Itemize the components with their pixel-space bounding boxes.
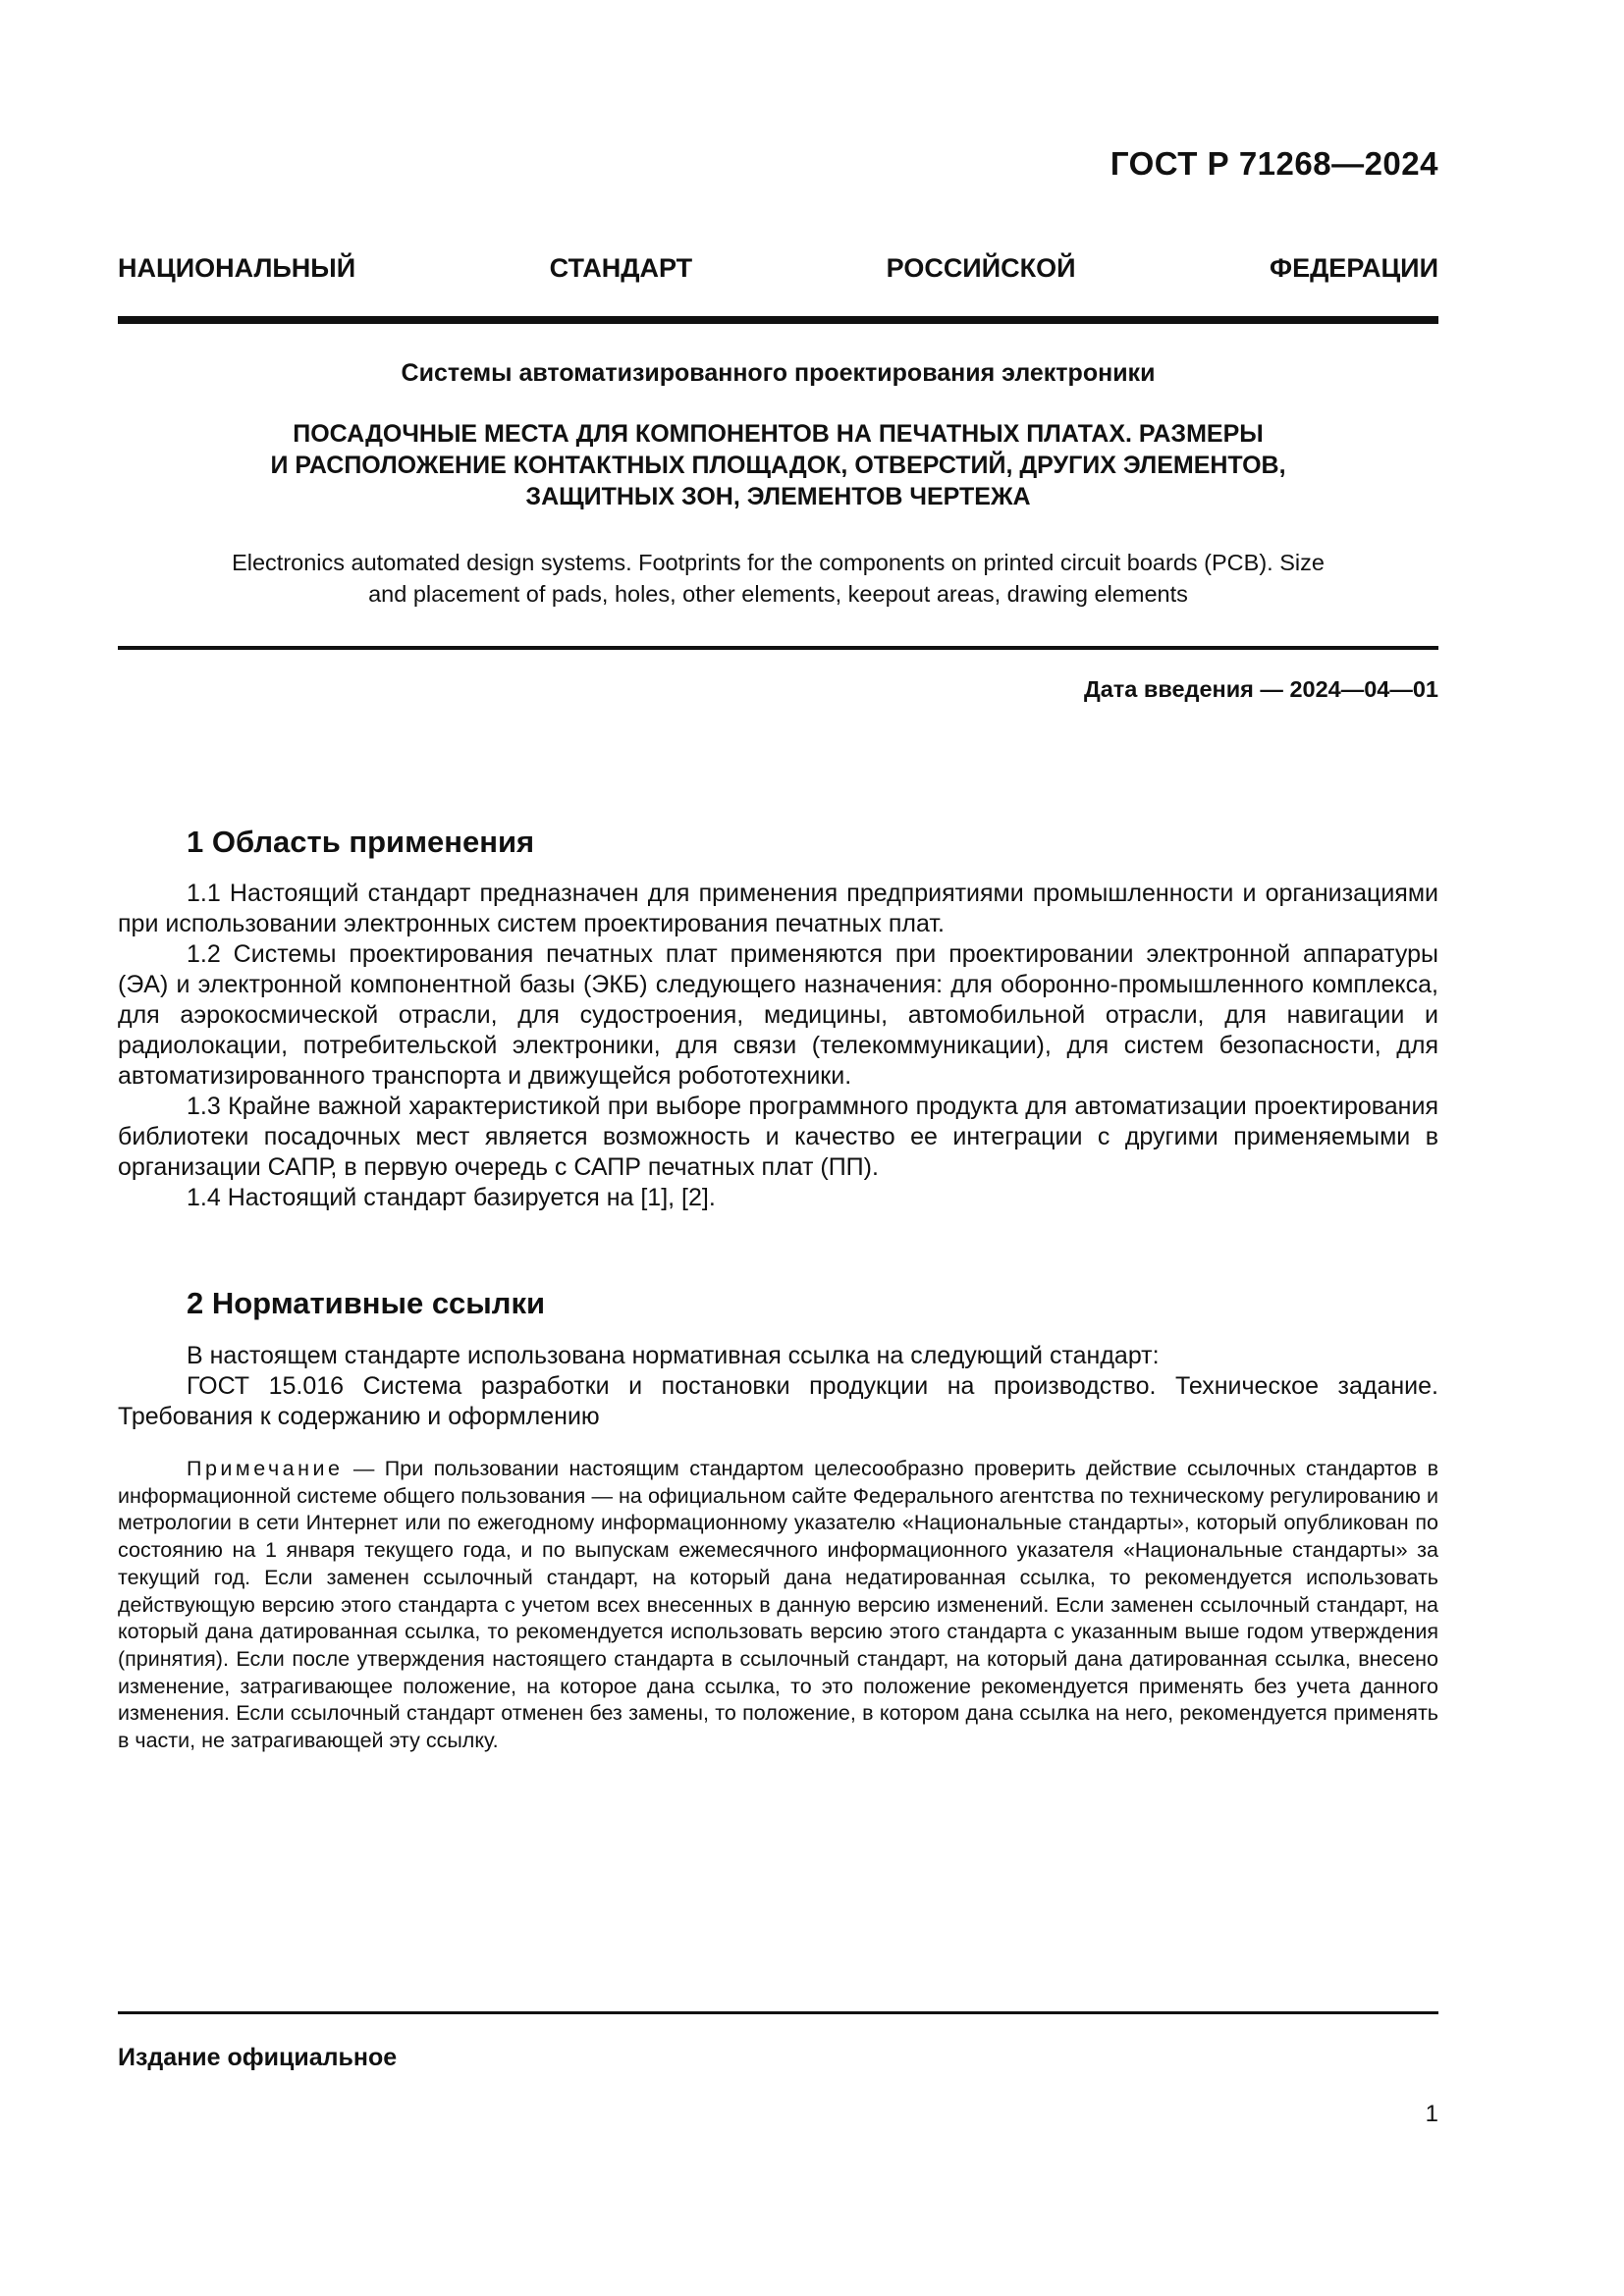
document-title-line: И РАСПОЛОЖЕНИЕ КОНТАКТНЫХ ПЛОЩАДОК, ОТВЕРСТИЙ, ДРУГИХ ЭЛЕМЕНТОВ, [270,452,1286,479]
title-rule [118,646,1438,650]
note-label: Примечание [187,1457,344,1480]
document-title-line: ЗАЩИТНЫХ ЗОН, ЭЛЕМЕНТОВ ЧЕРТЕЖА [525,483,1031,510]
english-title-line: Electronics automated design systems. Footprints for the components on printed circuit boards (PCB). Size [232,550,1325,575]
paragraph-1-3: 1.3 Крайне важной характеристикой при выборе программного продукта для автоматизации проектирования библиотеки посадочных мест является возможность и качество ее интеграции с другими применяемыми в организации САПР, в первую очередь с САПР печатных плат (ПП). [118,1093,1438,1181]
section-1-heading: 1 Область применения [187,825,535,859]
normative-reference-item: ГОСТ 15.016 Система разработки и постановки продукции на производство. Техническое задание. Требования к содержанию и оформлению [118,1372,1438,1430]
section-1-body [118,879,1438,1213]
gost-number: ГОСТ Р 71268—2024 [1110,145,1438,182]
document-subtitle: Системы автоматизированного проектирования электроники [401,359,1156,387]
paragraph-1-2: 1.2 Системы проектирования печатных плат применяются при проектировании электронной аппаратуры (ЭА) и электронной компонентной базы (ЭКБ) следующего назначения: для оборонно-промышленного комплекса, для аэрокосмической отрасли, для судостроения, медицины, автомобильной отрасли, для навигации и радиолокации, потребительской электроники, для связи (телекоммуникации), для систем безопасности, для автоматизированного транспорта и движущейся робототехники. [118,940,1438,1090]
section-2-heading: 2 Нормативные ссылки [187,1286,546,1320]
note-paragraph [118,1456,1438,1755]
document-title [118,418,1438,512]
english-title [118,547,1438,610]
paragraph-1-1: 1.1 Настоящий стандарт предназначен для применения предприятиями промышленности и организациями при использовании электронных систем проектирования печатных плат. [118,880,1438,937]
note-block [118,1456,1438,1755]
section-2-body [118,1341,1438,1432]
header-rule [118,316,1438,324]
note-text: — При пользовании настоящим стандартом целесообразно проверить действие ссылочных стандартов в информационной системе общего пользования — на официальном сайте Федерального агентства по техническому регулированию и метрологии в сети Интернет или по ежегодному информационному указателю «Национальные стандарты», который опубликован по состоянию на 1 января текущего года, и по выпускам ежемесячного информационного указателя «Национальные стандарты» за текущий год. Если заменен ссылочный стандарт, на который дана недатированная ссылка, то рекомендуется использовать действующую версию этого стандарта с учетом всех внесенных в данную версию изменений. Если заменен ссылочный стандарт, на который дана датированная ссылка, то рекомендуется использовать версию этого стандарта с указанным выше годом утверждения (принятия). Если после утверждения настоящего стандарта в ссылочный стандарт, на который дана датированная ссылка, внесено изменение, затрагивающее положение, на которое дана ссылка, то это положение рекомендуется применять без учета данного изменения. Если ссылочный стандарт отменен без замены, то положение, в котором дана ссылка на него, рекомендуется применять в части, не затрагивающей эту ссылку. [118,1457,1438,1753]
normative-intro-paragraph: В настоящем стандарте использована нормативная ссылка на следующий стандарт: [187,1342,1160,1369]
paragraph-1-4: 1.4 Настоящий стандарт базируется на [1], [2]. [187,1184,716,1211]
document-title-line: ПОСАДОЧНЫЕ МЕСТА ДЛЯ КОМПОНЕНТОВ НА ПЕЧАТНЫХ ПЛАТАХ. РАЗМЕРЫ [293,420,1264,448]
introduction-date: Дата введения — 2024—04—01 [1083,676,1438,702]
official-edition-label: Издание официальное [118,2044,398,2071]
english-title-line: and placement of pads, holes, other elements, keepout areas, drawing elements [368,581,1188,607]
page-number: 1 [1425,2101,1438,2127]
footer-rule [118,2011,1438,2014]
national-standard-banner: НАЦИОНАЛЬНЫЙ СТАНДАРТ РОССИЙСКОЙ ФЕДЕРАЦИИ [118,253,1438,283]
document-page [118,0,1438,2296]
